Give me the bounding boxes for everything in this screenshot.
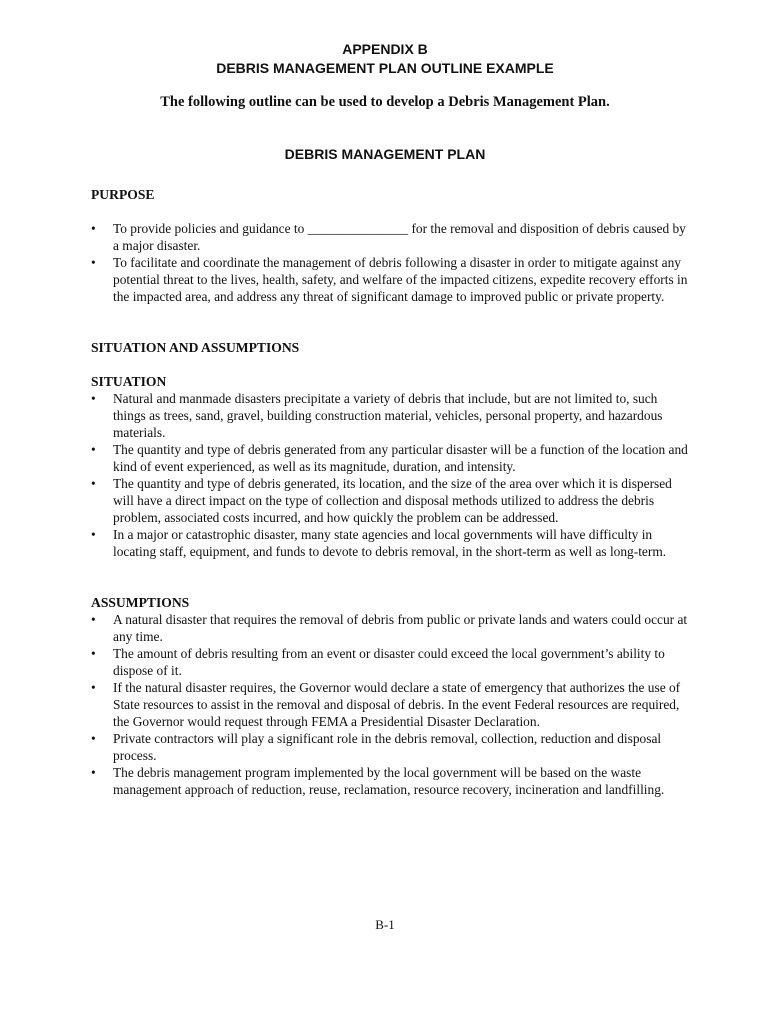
bullet-icon: • (91, 391, 96, 406)
situation-heading: SITUATION (91, 374, 167, 389)
list-item: • The debris management program implemented by the local government will be based on the waste management approach of reduction, reuse, reclamation, resource recovery, incineration and landfilling. (91, 765, 665, 797)
situation-list (91, 390, 691, 560)
assumptions-heading: ASSUMPTIONS (91, 595, 190, 610)
list-item: • A natural disaster that requires the removal of debris from public or private lands and waters could occur at any time. (91, 612, 688, 644)
list-item: • The amount of debris resulting from an event or disaster could exceed the local government’s ability to dispose of it. (91, 646, 665, 678)
bullet-icon: • (91, 731, 96, 746)
plan-title: DEBRIS MANAGEMENT PLAN (284, 146, 486, 162)
bullet-icon: • (91, 612, 96, 627)
list-item: • In a major or catastrophic disaster, many state agencies and local governments will have difficulty in locating staff, equipment, and funds to devote to debris removal, in the short-term as well as long-term. (91, 527, 667, 559)
list-item: • The quantity and type of debris generated from any particular disaster will be a function of the location and kind of event experienced, as well as its magnitude, duration, and intensity. (91, 442, 688, 474)
list-item: • To provide policies and guidance to _______________ for the removal and disposition of debris caused by a major disaster. (91, 221, 686, 253)
bullet-icon: • (91, 527, 96, 542)
list-item: • The quantity and type of debris generated, its location, and the size of the area over which it is dispersed will have a direct impact on the type of collection and disposal methods utilized to address the debris problem, associated costs incurred, and how quickly the problem can be addressed. (91, 476, 672, 525)
list-item: • To facilitate and coordinate the management of debris following a disaster in order to mitigate against any potential threat to the lives, health, safety, and welfare of the impacted citizens, expedite recovery efforts in the impacted area, and address any threat of significant damage to improved public or private property. (91, 255, 688, 304)
list-item: • Natural and manmade disasters precipitate a variety of debris that include, but are not limited to, such things as trees, sand, gravel, building construction material, vehicles, personal property, and hazardous materials. (91, 391, 663, 440)
purpose-list (91, 220, 691, 305)
page-number: B-1 (375, 917, 395, 932)
bullet-icon: • (91, 476, 96, 491)
document-title: DEBRIS MANAGEMENT PLAN OUTLINE EXAMPLE (216, 60, 554, 76)
list-item: • If the natural disaster requires, the Governor would declare a state of emergency that authorizes the use of State resources to assist in the removal and disposal of debris. In the event Federal resources are required, the Governor would request through FEMA a Presidential Disaster Declaration. (91, 680, 681, 729)
appendix-label: APPENDIX B (342, 41, 428, 57)
intro-text: The following outline can be used to develop a Debris Management Plan. (160, 94, 610, 110)
situation-assumptions-heading: SITUATION AND ASSUMPTIONS (91, 340, 300, 355)
bullet-icon: • (91, 442, 96, 457)
bullet-icon: • (91, 221, 96, 236)
bullet-icon: • (91, 765, 96, 780)
assumptions-list (91, 611, 691, 798)
bullet-icon: • (91, 680, 96, 695)
bullet-icon: • (91, 255, 96, 270)
bullet-icon: • (91, 646, 96, 661)
list-item: • Private contractors will play a significant role in the debris removal, collection, reduction and disposal process. (91, 731, 662, 763)
purpose-heading: PURPOSE (91, 187, 155, 202)
